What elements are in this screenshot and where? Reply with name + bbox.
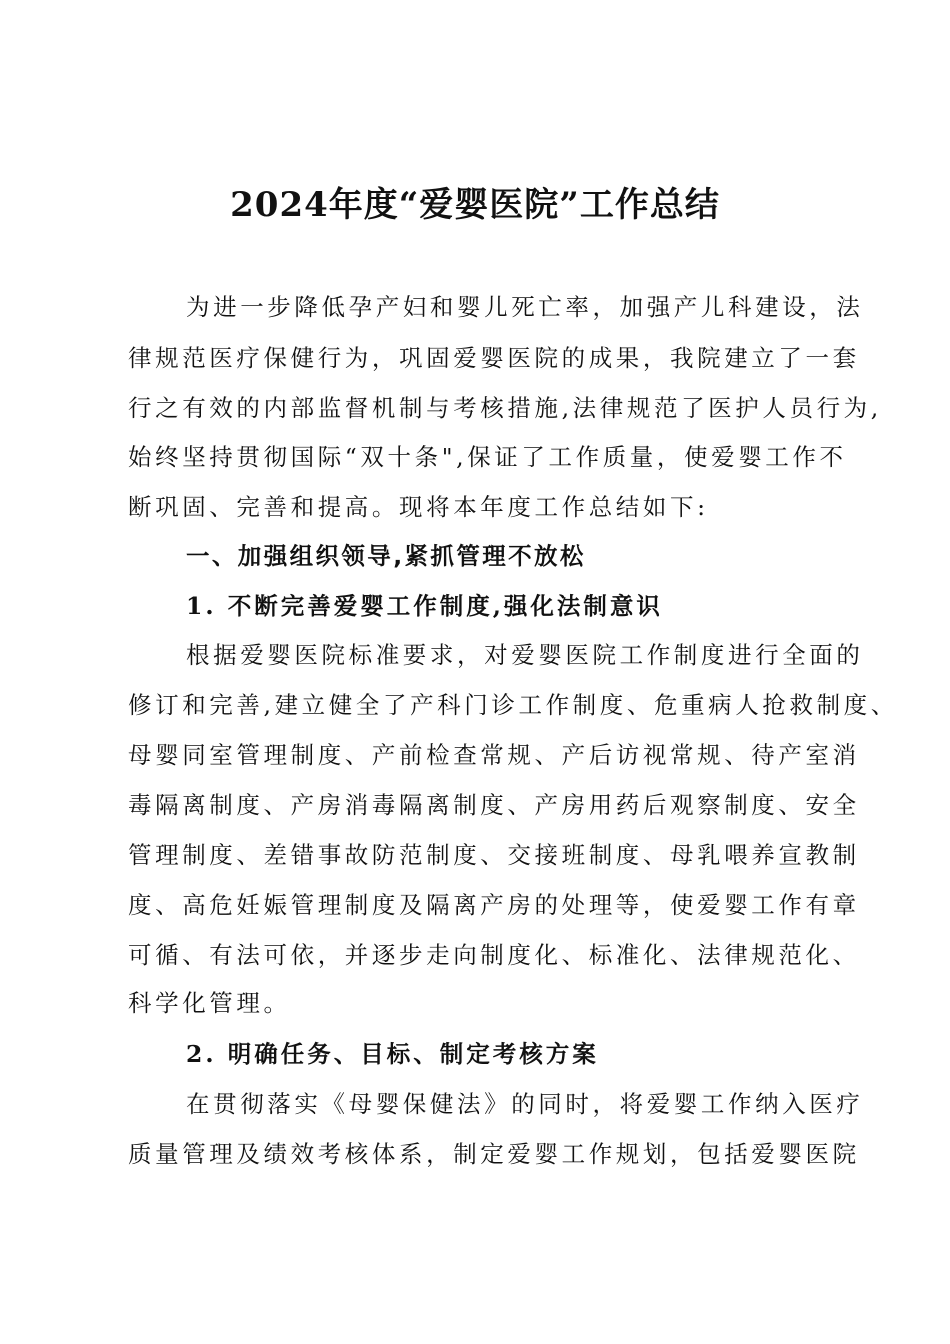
intro-line-5: 断巩固、完善和提高。现将本年度工作总结如下: — [128, 493, 709, 521]
subsection-1-line-4: 毒隔离制度、产房消毒隔离制度、产房用药后观察制度、安全 — [128, 791, 860, 819]
section-1-heading: 一、加强组织领导,紧抓管理不放松 — [186, 542, 586, 570]
subsection-2-heading: 2. 明确任务、目标、制定考核方案 — [186, 1040, 599, 1068]
subsection-1-line-2: 修订和完善,建立健全了产科门诊工作制度、危重病人抢救制度、 — [128, 691, 898, 719]
subsection-1-line-8: 科学化管理。 — [128, 989, 291, 1017]
document-title: 2024年度“爱婴医院”工作总结 — [230, 185, 720, 225]
subsection-1-line-3: 母婴同室管理制度、产前检查常规、产后访视常规、待产室消 — [128, 741, 860, 769]
subsection-1-line-7: 可循、有法可依，并逐步走向制度化、标准化、法律规范化、 — [128, 941, 860, 969]
intro-line-4: 始终坚持贯彻国际“双十条",保证了工作质量，使爱婴工作不 — [128, 443, 847, 471]
subsection-1-line-1: 根据爱婴医院标准要求，对爱婴医院工作制度进行全面的 — [186, 641, 864, 669]
intro-line-3: 行之有效的内部监督机制与考核措施,法律规范了医护人员行为, — [128, 394, 882, 422]
subsection-1-line-5: 管理制度、差错事故防范制度、交接班制度、母乳喂养宣教制 — [128, 841, 860, 869]
subsection-1-heading: 1. 不断完善爱婴工作制度,强化法制意识 — [186, 592, 663, 620]
subsection-1-line-6: 度、高危妊娠管理制度及隔离产房的处理等，使爱婴工作有章 — [128, 891, 860, 919]
subsection-2-line-2: 质量管理及绩效考核体系，制定爱婴工作规划，包括爱婴医院 — [128, 1140, 860, 1168]
intro-line-1: 为进一步降低孕产妇和婴儿死亡率，加强产儿科建设，法 — [186, 293, 864, 321]
subsection-2-line-1: 在贯彻落实《母婴保健法》的同时，将爱婴工作纳入医疗 — [186, 1090, 864, 1118]
intro-line-2: 律规范医疗保健行为，巩固爱婴医院的成果，我院建立了一套 — [128, 344, 860, 372]
